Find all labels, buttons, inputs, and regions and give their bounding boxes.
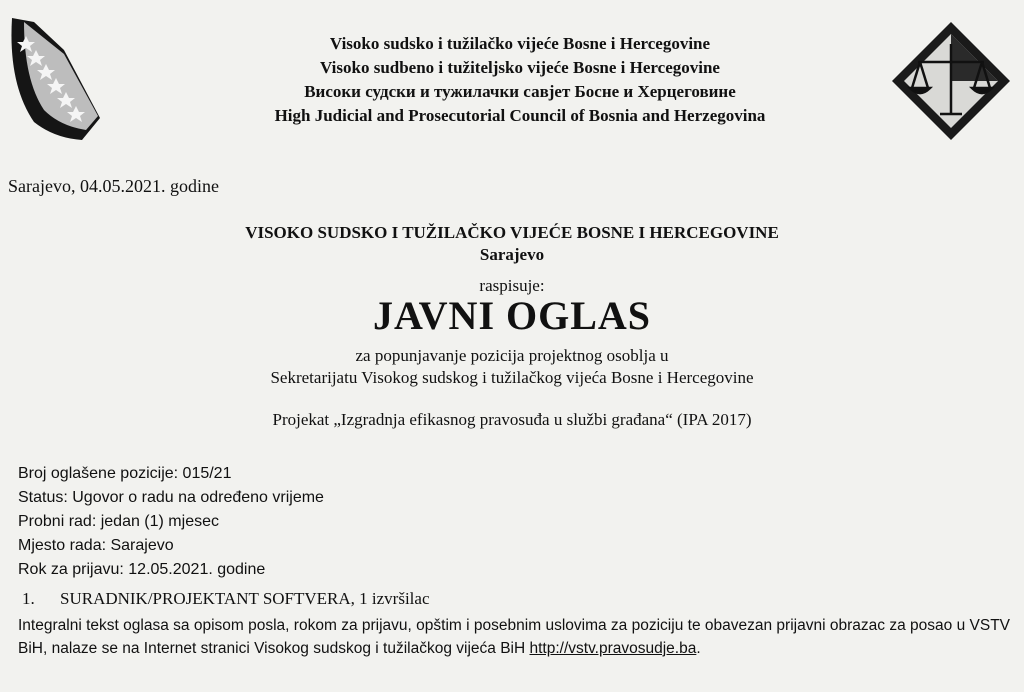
subtitle: [0, 345, 1024, 389]
scales-of-justice-emblem-icon: [888, 18, 1014, 144]
position-number: 1.: [22, 589, 35, 608]
detail-location: Mjesto rada: Sarajevo: [18, 537, 174, 554]
announces-label: raspisuje:: [479, 276, 545, 295]
body-text: Integralni tekst oglasa sa opisom posla, rokom za prijavu, opštim i posebnim uslovima za poziciju te obavezan prijavni obrazac za posao u VSTV BiH, nalaze se na Internet stranici Visokog sudskog i tužilačkog vijeća BiH: [18, 617, 1010, 657]
header-line-serbian-cyrillic: Високи судски и тужилачки савјет Босне и Херцеговине: [304, 82, 736, 101]
header-line-bosnian: Visoko sudsko i tužilačko vijeće Bosne i Hercegovine: [329, 34, 711, 53]
detail-status: Status: Ugovor o radu na određeno vrijeme: [18, 489, 324, 506]
position-details: [18, 462, 324, 582]
body-end: .: [696, 640, 701, 657]
header-line-croatian: Visoko sudbeno i tužiteljsko vijeće Bosne i Hercegovine: [320, 58, 720, 77]
bih-flag-shield-icon: [4, 14, 104, 142]
subtitle-line: za popunjavanje pozicija projektnog osoblja u: [355, 346, 669, 365]
website-link[interactable]: http://vstv.pravosudje.ba: [529, 640, 697, 657]
organization-name: VISOKO SUDSKO I TUŽILAČKO VIJEĆE BOSNE I HERCEGOVINE: [245, 223, 779, 242]
detail-position-number: Broj oglašene pozicije: 015/21: [18, 465, 232, 482]
organization-city: Sarajevo: [479, 245, 545, 264]
date-line: Sarajevo, 04.05.2021. godine: [8, 176, 219, 196]
institution-header: [200, 32, 840, 128]
detail-deadline: Rok za prijavu: 12.05.2021. godine: [18, 561, 266, 578]
project-name: Projekat „Izgradnja efikasnog pravosuđa u službi građana“ (IPA 2017): [272, 410, 752, 429]
detail-probation: Probni rad: jedan (1) mjesec: [18, 513, 219, 530]
position-title: [22, 589, 430, 609]
position-text: SURADNIK/PROJEKTANT SOFTVERA, 1 izvršilac: [60, 589, 430, 608]
body-paragraph: [18, 614, 1010, 660]
header-line-english: High Judicial and Prosecutorial Council of Bosnia and Herzegovina: [274, 106, 766, 125]
subtitle-line: Sekretarijatu Visokog sudskog i tužilačkog vijeća Bosne i Hercegovine: [270, 368, 754, 387]
page-title: JAVNI OGLAS: [372, 293, 652, 338]
